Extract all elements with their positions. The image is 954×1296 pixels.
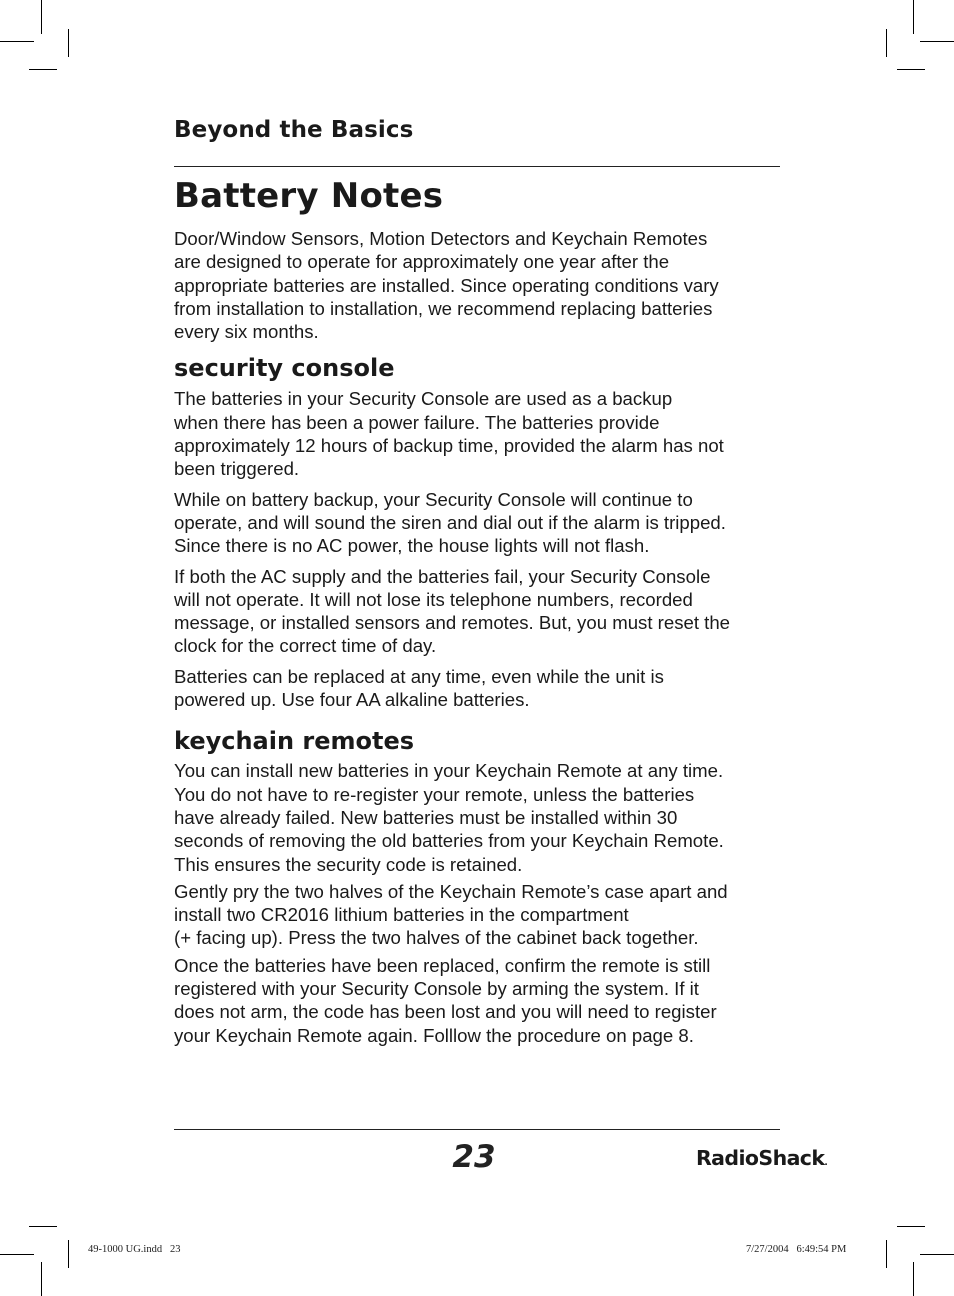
header-rule [174, 166, 780, 167]
crop-mark [897, 1226, 925, 1227]
keychain-remotes-paragraph-1: You can install new batteries in your Keychain Remote at any time. You do not have to re-register your remote, unless the batteries have already failed. New batteries must be installed within 30 seconds of removing the old batteries from your Keychain Remote. This ensures the security code is retained. [174, 760, 724, 875]
crop-mark [0, 1254, 34, 1255]
crop-mark [29, 1226, 57, 1227]
section-header: Beyond the Basics [174, 117, 414, 143]
crop-mark [41, 1262, 42, 1296]
page-content [174, 174, 780, 1047]
radioshack-logo [696, 1146, 828, 1170]
intro-paragraph: Door/Window Sensors, Motion Detectors and Keychain Remotes are designed to operate for approximately one year after the appropriate batteries are installed. Since operating conditions vary from installation to installation, we recommend replacing batteries every six months. [174, 228, 719, 343]
crop-mark [913, 1262, 914, 1296]
crop-mark [886, 29, 887, 57]
brand-name: RadioShack [696, 1146, 825, 1170]
security-console-heading: security console [174, 354, 395, 383]
security-console-paragraph-2: While on battery backup, your Security Console will continue to operate, and will sound the siren and dial out if the alarm is tripped. Since there is no AC power, the house lights will not flash. [174, 488, 726, 557]
crop-mark [68, 29, 69, 57]
crop-mark [68, 1240, 69, 1268]
page-number: 23 [452, 1139, 496, 1175]
crop-mark [920, 1254, 954, 1255]
footer-rule [174, 1129, 780, 1130]
crop-mark [41, 0, 42, 34]
security-console-paragraph-4: Batteries can be replaced at any time, even while the unit is powered up. Use four AA alkaline batteries. [174, 665, 664, 711]
crop-mark [0, 41, 34, 42]
security-console-paragraph-3: If both the AC supply and the batteries fail, your Security Console will not operate. It will not lose its telephone numbers, recorded message, or installed sensors and remotes. But, you must reset the clock for the correct time of day. [174, 565, 731, 657]
file-slug: 49-1000 UG.indd 23 [88, 1244, 181, 1255]
security-console-paragraph-1: The batteries in your Security Console are used as a backup when there has been a power failure. The batteries provide approximately 12 hours of backup time, provided the alarm has not been triggered. [174, 388, 724, 480]
brand-mark: . [824, 1158, 828, 1168]
crop-mark [920, 41, 954, 42]
page-title: Battery Notes [174, 176, 444, 216]
keychain-remotes-paragraph-2: Gently pry the two halves of the Keychain Remote’s case apart and install two CR2016 lithium batteries in the compartment (+ facing up). Press the two halves of the cabinet back together. [174, 880, 728, 949]
date-slug: 7/27/2004 6:49:54 PM [746, 1244, 847, 1255]
crop-mark [886, 1240, 887, 1268]
crop-mark [913, 0, 914, 34]
crop-mark [29, 69, 57, 70]
keychain-remotes-heading: keychain remotes [174, 727, 415, 756]
crop-mark [897, 69, 925, 70]
keychain-remotes-paragraph-3: Once the batteries have been replaced, confirm the remote is still registered with your Security Console by arming the system. If it does not arm, the code has been lost and you will need to register your Keychain Remote again. Folllow the procedure on page 8. [174, 954, 717, 1046]
